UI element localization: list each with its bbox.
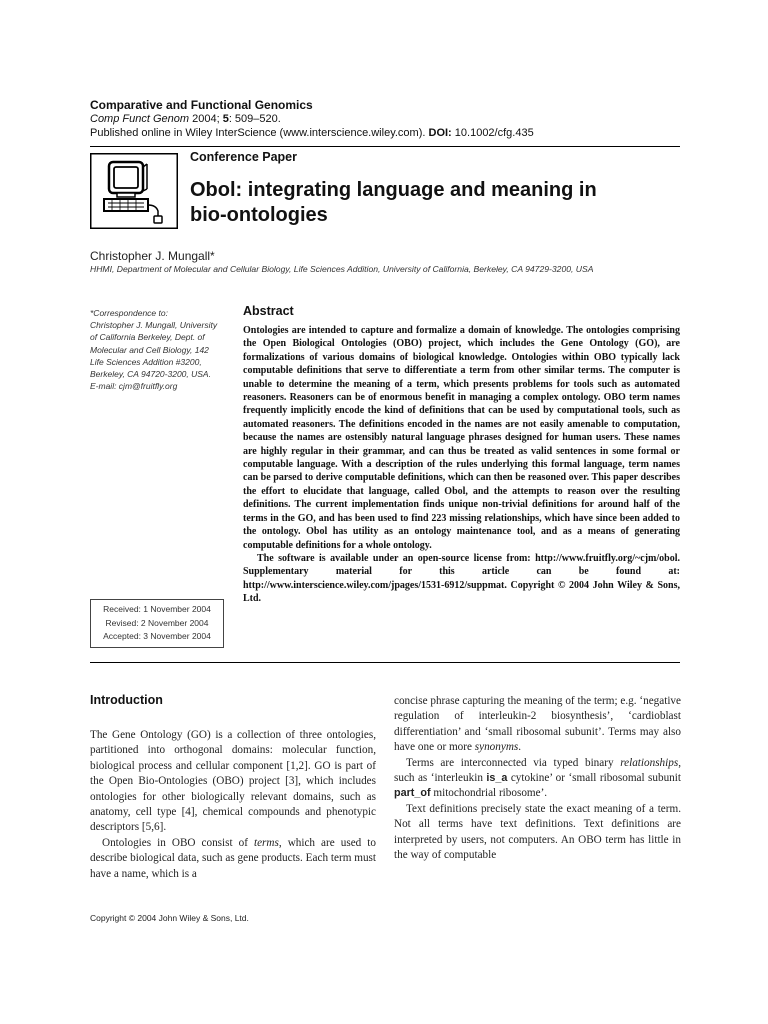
citation-journal: Comp Funct Genom — [90, 113, 190, 125]
text-run: . — [518, 741, 522, 754]
abstract-paragraph: The software is available under an open-source license from: http://www.fruitfly.org/~cjm/obol. Supplementary material for this article can be found at: http://www.interscience.wiley.com/jpages/1531-6912/suppmat. Copyright © 2004 John Wiley & Sons, Ltd. — [243, 552, 680, 605]
correspondence-email[interactable]: E-mail: cjm@fruitfly.org — [90, 381, 178, 392]
body-paragraph: The Gene Ontology (GO) is a collection of three ontologies, partitioned into orthogonal domains: molecular function, biological process and cellular component [1,2]. GO is part of the Open Bio-Ontologies (OBO) project [3], which includes ontologies for other biologically relevant domains, such as anatomy, cell type [4], chemical compounds and phenotypic descriptors [5,6]. — [90, 729, 376, 834]
correspondence-line: of California Berkeley, Dept. of — [90, 332, 205, 343]
body-paragraph: Text definitions precisely state the exact meaning of a term. Not all terms have text definitions. Text definitions are interpreted by users, not computers. An OBO term has little in the way of computable — [394, 802, 681, 862]
doi-label: DOI: — [428, 127, 452, 139]
italic-term: terms — [253, 836, 279, 849]
journal-title: Comparative and Functional Genomics — [90, 98, 313, 112]
body-paragraph — [394, 694, 681, 756]
abstract-paragraph: Ontologies are intended to capture and formalize a domain of knowledge. The ontologies comprising the Open Biological Ontologies (OBO) project, which includes the Gene Ontology (GO), are formalizations of various domains of biological knowledge. Ontologies within OBO typically lack computable definitions that serve to differentiate a term from other similar terms. The computer is unable to determine the meaning of a term, which presents problems for tools such as automated reasoners. Reasoners can be of enormous benefit in managing a complex ontology. OBO term names frequently implicitly encode the kind of definitions that can be used by computational tools, such as automated reasoners. The definitions encoded in the names are not easily amenable to computation, because the names are ostensibly natural language phrases designed for human users. These names are highly regular in their grammar, and can thus be treated as valid sentences in some formal or computable language. With a description of the rules underlying this formal language, term names can be parsed to derive computable definitions, which can then be reasoned over. This paper describes the effort to elucidate that language, called Obol, and the attempts to reason over the resulting definitions. The current implementation finds unique non-trivial definitions for around half of the terms in the GO, and has been used to find 223 missing relationships, which have since been added to the ontology. Obol has utility as an ontology maintenance tool, and as a means of generating computable definitions for a whole ontology. — [243, 325, 680, 551]
title-line-2: bio-ontologies — [190, 204, 328, 226]
abstract-rule — [90, 662, 680, 663]
affiliation: HHMI, Department of Molecular and Cellular Biology, Life Sciences Addition, University of California, Berkeley, CA 94729-3200, USA — [90, 264, 594, 274]
doi-value: 10.1002/cfg.435 — [451, 127, 534, 139]
body-paragraph — [394, 756, 681, 802]
text-run: mitochondrial ribosome’. — [430, 787, 548, 800]
published-line — [90, 127, 534, 139]
author: Christopher J. Mungall* — [90, 249, 215, 263]
citation-pages: : 509–520. — [228, 113, 281, 125]
date-revised: Revised: 2 November 2004 — [105, 617, 209, 628]
date-received: Received: 1 November 2004 — [103, 604, 211, 614]
italic-term: synonyms — [474, 741, 519, 754]
journal-citation — [90, 113, 281, 125]
header-rule — [90, 146, 680, 147]
abstract-body — [243, 324, 680, 606]
paper-title — [190, 178, 710, 228]
text-run: Ontologies in OBO consist of — [102, 836, 254, 849]
title-line-1: Obol: integrating language and meaning in — [190, 179, 597, 201]
citation-year: 2004; — [189, 113, 223, 125]
correspondence-line: Christopher J. Mungall, University — [90, 320, 218, 331]
correspondence-line: Molecular and Cell Biology, 142 — [90, 344, 209, 355]
date-accepted: Accepted: 3 November 2004 — [103, 631, 211, 641]
body-paragraph — [90, 836, 376, 882]
correspondence-line: *Correspondence to: — [90, 308, 168, 318]
published-text: Published online in Wiley InterScience (www.interscience.wiley.com). — [90, 127, 429, 139]
dates-box — [90, 599, 224, 648]
paper-type: Conference Paper — [190, 150, 297, 164]
correspondence-line: Berkeley, CA 94720-3200, USA. — [90, 369, 211, 380]
relation-keyword: part_of — [394, 787, 431, 800]
relation-keyword: is_a — [486, 772, 508, 785]
text-run: , which are used to describe biological data, such as gene products. Each term must have a name, which is a — [90, 836, 376, 880]
copyright: Copyright © 2004 John Wiley & Sons, Ltd. — [90, 913, 249, 923]
body-column-right — [394, 694, 681, 863]
italic-term: relationships — [620, 756, 679, 769]
computer-icon — [90, 153, 178, 229]
body-column-left — [90, 728, 376, 882]
citation-volume: 5 — [222, 113, 229, 125]
text-run: Terms are interconnected via typed binary — [406, 756, 621, 769]
introduction-heading: Introduction — [90, 693, 163, 707]
correspondence — [90, 307, 230, 392]
abstract-heading: Abstract — [243, 304, 294, 318]
text-run: concise phrase capturing the meaning of the term; e.g. ‘negative regulation of interleukin-2 biosynthesis’, ‘cardioblast differentiation’ and ‘small ribosomal subunit’. Terms may also have one or more — [394, 695, 681, 754]
text-run: , such as ‘interleukin — [394, 756, 681, 785]
text-run: cytokine’ or ‘small ribosomal subunit — [507, 772, 681, 785]
correspondence-line: Life Sciences Addition #3200, — [90, 356, 202, 367]
